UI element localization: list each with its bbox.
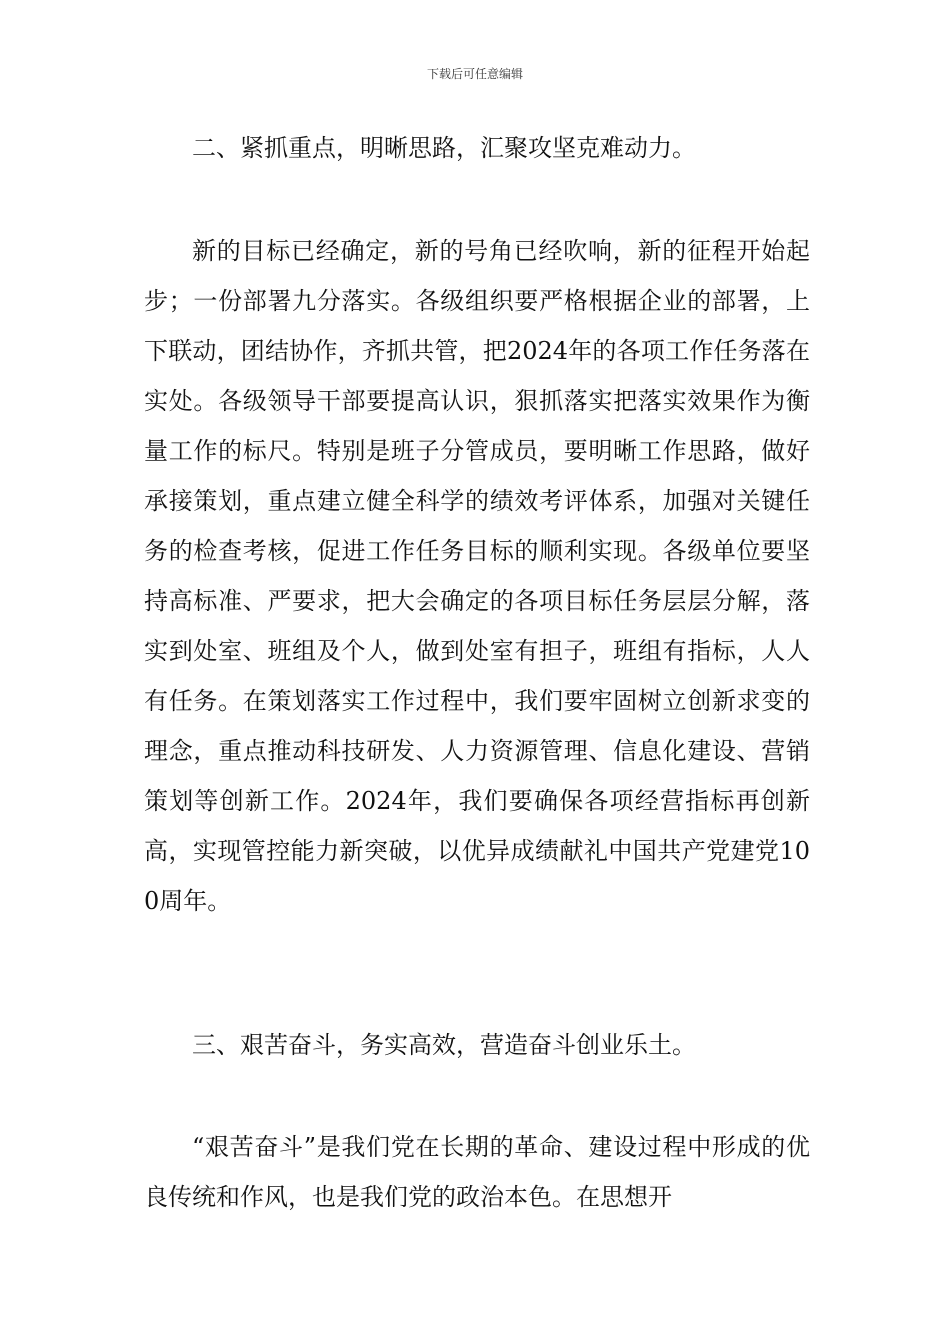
download-note: 下载后可任意编辑 — [426, 67, 523, 81]
body-paragraph-1: 新的目标已经确定，新的号角已经吹响，新的征程开始起步；一份部署九分落实。各级组织要严格根据企业的部署，上下联动，团结协作，齐抓共管，把2024年的各项工作任务落在实处。各级领导干部要提高认识，狠抓落实把落实效果作为衡量工作的标尺。特别是班子分管成员，要明晰工作思路，做好承接策划，重点建立健全科学的绩效考评体系，加强对关键任务的检查考核，促进工作任务目标的顺利实现。各级单位要坚持高标准、严要求，把大会确定的各项目标任务层层分解，落实到处室、班组及个人，做到处室有担子，班组有指标，人人有任务。在策划落实工作过程中，我们要牢固树立创新求变的理念，重点推动科技研发、人力资源管理、信息化建设、营销策划等创新工作。2024年，我们要确保各项经营指标再创新高，实现管控能力新突破，以优异成绩献礼中国共产党建党100周年。 — [144, 237, 810, 915]
body-paragraph-2: “艰苦奋斗”是我们党在长期的革命、建设过程中形成的优良传统和作风，也是我们党的政治本色。在思想开 — [144, 1133, 810, 1211]
section-heading-2: 二、紧抓重点，明晰思路，汇聚攻坚克难动力。 — [192, 134, 696, 162]
section-heading-3: 三、艰苦奋斗，务实高效，营造奋斗创业乐土。 — [192, 1031, 696, 1059]
